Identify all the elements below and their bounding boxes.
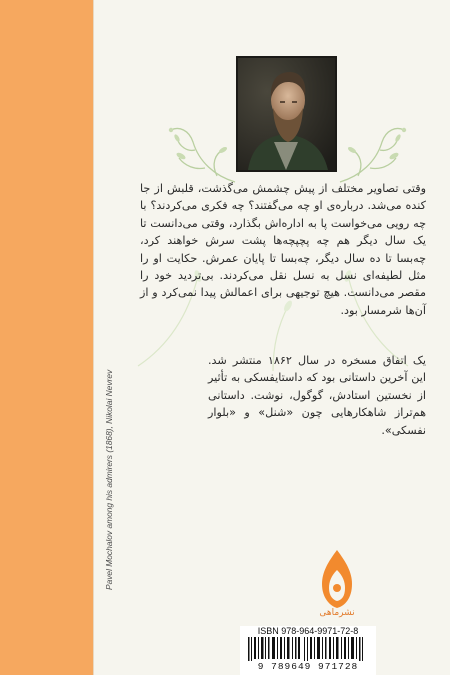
synopsis-paragraph: وقتی تصاویر مختلف از پیش چشمش می‌گذشت، قلبش از جا کنده می‌شد. درباره‌ی او چه می‌گفتند؟ چه فکری می‌کردند؟ با چه رویی می‌خواست پا به اداره‌اش بگذارد، وقتی می‌دانست تا یک سال دیگر هم چه پچپچه‌ها پشت سرش خواهند کرد، چه‌بسا تا ده سال دیگر، چه‌بسا تا پایان عمرش. حکایت او را مثل لطیفه‌ای نسل به نسل نقل می‌کردند. بی‌تردید خود را مقصر می‌دانست. هیچ توجیهی برای اعمالش پیدا نمی‌کرد و از آن‌ها شرمسار بود. [140, 182, 426, 317]
floral-ornament-right-icon [338, 120, 410, 186]
isbn-barcode [240, 626, 376, 675]
book-spine-band [0, 0, 93, 675]
barcode-digits: 9 789649 971728 [257, 661, 359, 672]
portrait-image [238, 58, 335, 170]
isbn-number: ISBN 978-964-9971-72-8 [257, 626, 359, 636]
about-book-paragraph: یک اتفاق مسخره در سال ۱۸۶۲ منتشر شد. این آخرین داستانی بود که داستایفسکی به تأثیر از نخستین استادش، گوگول، نوشت. داستانی هم‌تراز شاهکارهایی چون «شنل» و «بلوار نفسکی». [208, 354, 427, 437]
floral-ornament-left-icon [165, 120, 237, 186]
spine-divider [93, 0, 94, 675]
publisher-name: نشرماهی [319, 608, 355, 618]
barcode-bars-icon [248, 637, 368, 661]
publisher-logo [318, 548, 356, 610]
fish-logo-icon [318, 548, 356, 610]
author-portrait [236, 56, 337, 172]
image-credit: Pavel Mochalov among his admirers (1868), Nikolai Nevrev [104, 369, 114, 590]
